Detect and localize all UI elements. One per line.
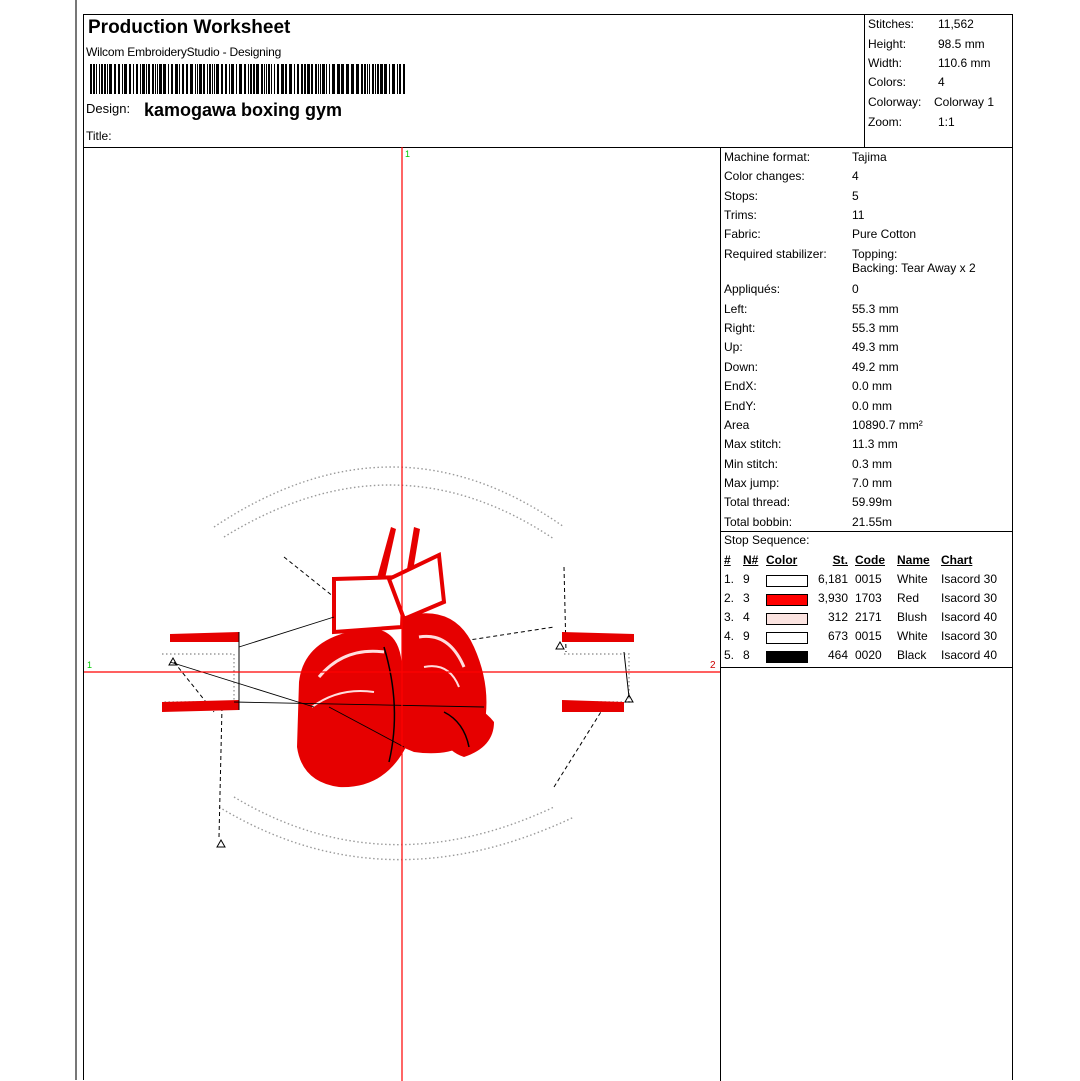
stat-width: Width: 110.6 mm [868,56,991,70]
boxing-gloves [297,613,494,787]
table-row: 5. 8 464 0020 Black Isacord 40 [724,648,998,662]
barcode-image [90,64,408,94]
lower-text-arc-inner [234,797,554,845]
color-swatch [766,613,808,625]
design-preview-svg [84,147,720,1081]
table-row: 3. 4 312 2171 Blush Isacord 40 [724,610,998,624]
header-stats [864,15,1012,147]
axis-marker-top: 1 [405,149,411,159]
header-left [84,15,864,147]
table-row: 4. 9 673 0015 White Isacord 30 [724,629,998,643]
design-info-panel: Machine format: Tajima Color changes: 4 Stops: 5 Trims: 11 Fabric: Pure Cotton Required stabilizer: Topping: Backing: Tear Away x 2 Appliqués: 0 Left: 55.3 mm Right: 55.3 mm Up: 49.3 mm Down: 49.2 mm EndX: 0.0 mm EndY: 0.0 mm Area 10890.7 mm² Max stitch: 11.3 mm Min stitch: 0.3 mm Max jump: 7.0 mm Total thread: 59.99m Total bobbin: 21.55m Stop Sequence: # N# Color St. Code Name Chart 1. 9 6,181 0015 White Isacord 30 2. 3 3,930 1703 Red Isacord 30 3. 4 312 2171 Blush Isacord 40 4. 9 673 0015 White Isacord 30 5. 8 464 0020 Black Isacord 40 [720,147,1012,1081]
design-preview [84,147,720,1081]
page-title: Production Worksheet [88,17,291,38]
worksheet-header [84,15,1012,148]
stat-height: Height: 98.5 mm [868,37,985,51]
design-label: Design: [86,101,131,116]
jump-line [219,707,222,837]
stat-colors: Colors: 4 [868,75,945,89]
page-left-rule [75,0,77,1080]
left-date-text [162,654,234,702]
stop-sequence-bottom-divider [721,667,1012,668]
table-row: 2. 3 3,930 1703 Red Isacord 30 [724,591,998,605]
color-swatch [766,651,808,663]
right-date-text [564,654,629,702]
software-name: Wilcom EmbroideryStudio - Designing [86,45,282,59]
axis-marker-left: 1 [87,660,93,670]
stop-sequence-title: Stop Sequence: [724,533,810,547]
stat-zoom: Zoom: 1:1 [868,115,955,129]
stat-colorway: Colorway: Colorway 1 [868,95,995,109]
color-swatch [766,575,808,587]
stop-sequence-header: # N# Color St. Code Name Chart [724,553,973,567]
lower-text-arc [219,807,574,860]
jump-line [284,557,334,597]
title-label: Title: [86,129,112,143]
table-row: 1. 9 6,181 0015 White Isacord 30 [724,572,998,586]
color-swatch [766,632,808,644]
stop-sequence-divider [721,531,1012,532]
design-name: kamogawa boxing gym [144,100,343,120]
stat-stitches: Stitches: 11,562 [868,17,974,31]
axis-marker-right: 2 [710,660,716,671]
color-swatch [766,594,808,606]
jump-line [554,707,604,787]
upper-text-arc [214,467,564,527]
production-worksheet [83,14,1013,1080]
